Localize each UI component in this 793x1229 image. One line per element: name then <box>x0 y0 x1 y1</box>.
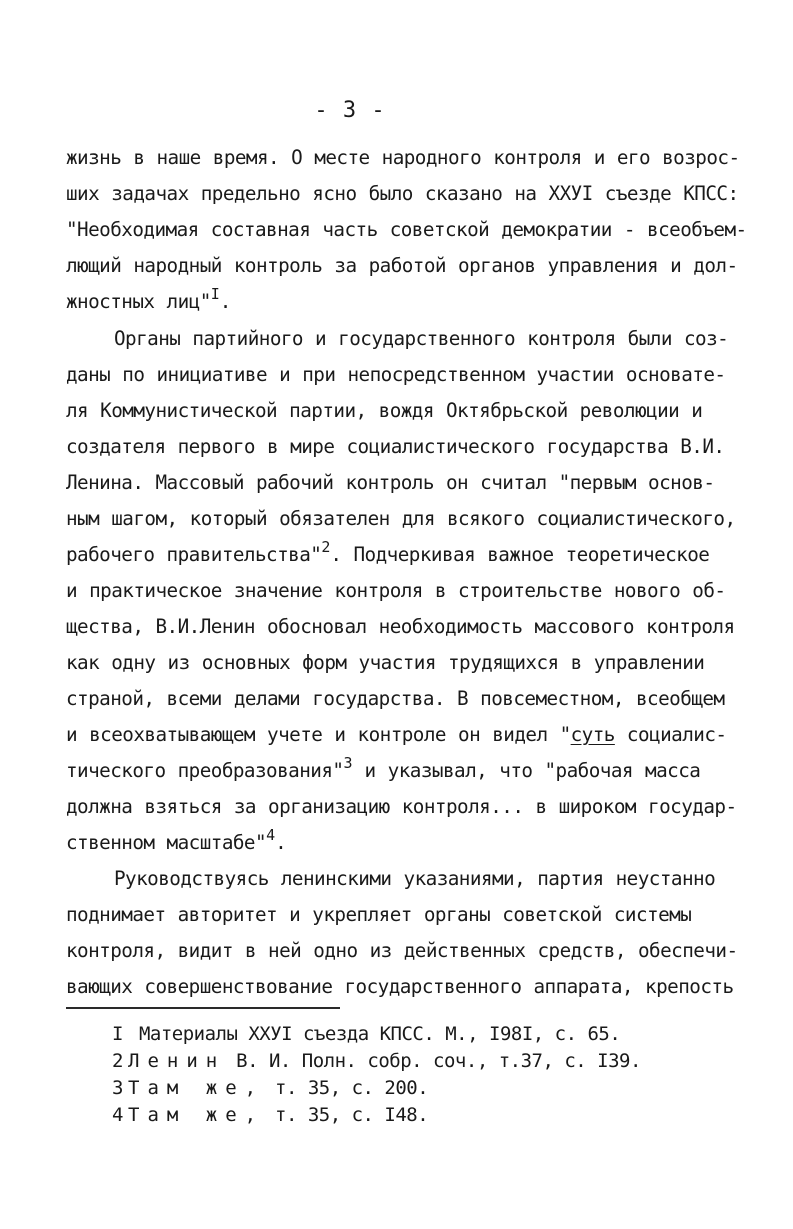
text-fragment: ственном масштабе" <box>66 831 267 854</box>
text-line: рабочего правительства"$^2$. Подчеркивая важное теоретическое <box>66 538 710 566</box>
footnote <box>112 1022 620 1046</box>
footnote-text: т. 35, с. I48. <box>275 1104 429 1126</box>
footnote-ref: I <box>210 285 220 303</box>
text-line: ственном масштабе"$^4$. <box>66 826 287 854</box>
text-line: лющий народный контроль за работой органов управления и дол- <box>66 254 738 277</box>
text-line: и практическое значение контроля в строительстве нового об- <box>66 579 726 602</box>
text-fragment: рабочего правительства" <box>66 543 322 566</box>
footnote-author: Там же, <box>128 1077 265 1099</box>
text-line: щества, В.И.Ленин обосновал необходимость массового контроля <box>66 615 735 638</box>
footnote-divider <box>66 1007 340 1009</box>
text-line: Органы партийного и государственного контроля были соз- <box>114 327 729 350</box>
text-line: жизнь в наше время. О месте народного контроля и его возрос- <box>66 146 740 169</box>
footnote-text: Материалы XXУI съезда КПСС. М., I98I, с. 65. <box>138 1023 621 1045</box>
text-line: контроля, видит в ней одно из действенных средств, обеспечи- <box>66 939 738 962</box>
text-fragment: Подчеркивая важное теоретическое <box>341 543 710 566</box>
text-line: вающих совершенствование государственного аппарата, крепость <box>66 975 734 998</box>
text-line <box>66 723 726 747</box>
text-line: страной, всеми делами государства. В повсеместном, всеобщем <box>66 687 725 710</box>
footnote-number: 4 <box>112 1104 123 1126</box>
footnote-author: Ленин <box>128 1050 226 1072</box>
footnote-author: Там же, <box>128 1104 265 1126</box>
footnote-number: 3 <box>112 1077 123 1099</box>
text-line: как одну из основных форм участия трудящихся в управлении <box>66 651 705 674</box>
page-number: - 3 - <box>314 98 386 123</box>
footnote-text: В. И. Полн. собр. соч., т.37, с. I39. <box>236 1050 641 1072</box>
footnote-number: I <box>112 1023 123 1045</box>
footnote <box>112 1103 428 1127</box>
footnote-ref: 3 <box>343 754 353 772</box>
underlined-word: суть <box>570 723 615 746</box>
text-line: "Необходимая составная часть советской демократии - всеобъем- <box>66 218 747 241</box>
text-fragment: и всеохватывающем учете и контроле он видел " <box>66 723 571 746</box>
text-line: должна взяться за организацию контроля... в широком государ- <box>66 795 737 818</box>
footnote-text: т. 35, с. 200. <box>275 1077 429 1099</box>
text-line: создателя первого в мире социалистического государства В.И. <box>66 435 725 458</box>
footnote <box>112 1049 641 1073</box>
text-line: даны по инициативе и при непосредственном участии основате- <box>66 363 726 386</box>
footnote-ref: 4 <box>266 826 276 844</box>
text-fragment: и указывал, что "рабочая масса <box>352 759 701 782</box>
text-line: ших задачах предельно ясно было сказано на XXУI съезде КПСС: <box>66 182 739 205</box>
text-fragment: социалис- <box>614 723 727 746</box>
text-fragment: жностных лиц" <box>66 290 211 313</box>
text-fragment: тического преобразования" <box>66 759 344 782</box>
text-line <box>66 754 701 783</box>
text-line: Руководствуясь ленинскими указаниями, партия неустанно <box>114 867 716 890</box>
text-line: ля Коммунистической партии, вождя Октябрьской революции и <box>66 399 703 422</box>
footnote-number: 2 <box>112 1050 123 1072</box>
text-line: Ленина. Массовый рабочий контроль он считал "первым основ- <box>66 471 715 494</box>
footnote-ref: 2 <box>321 538 331 556</box>
footnote <box>112 1076 428 1100</box>
text-line: ным шагом, который обязателен для всякого социалистического, <box>66 507 736 530</box>
text-line: поднимает авторитет и укрепляет органы советской системы <box>66 903 692 926</box>
text-line: жностных лиц"$^I$. <box>66 285 231 313</box>
